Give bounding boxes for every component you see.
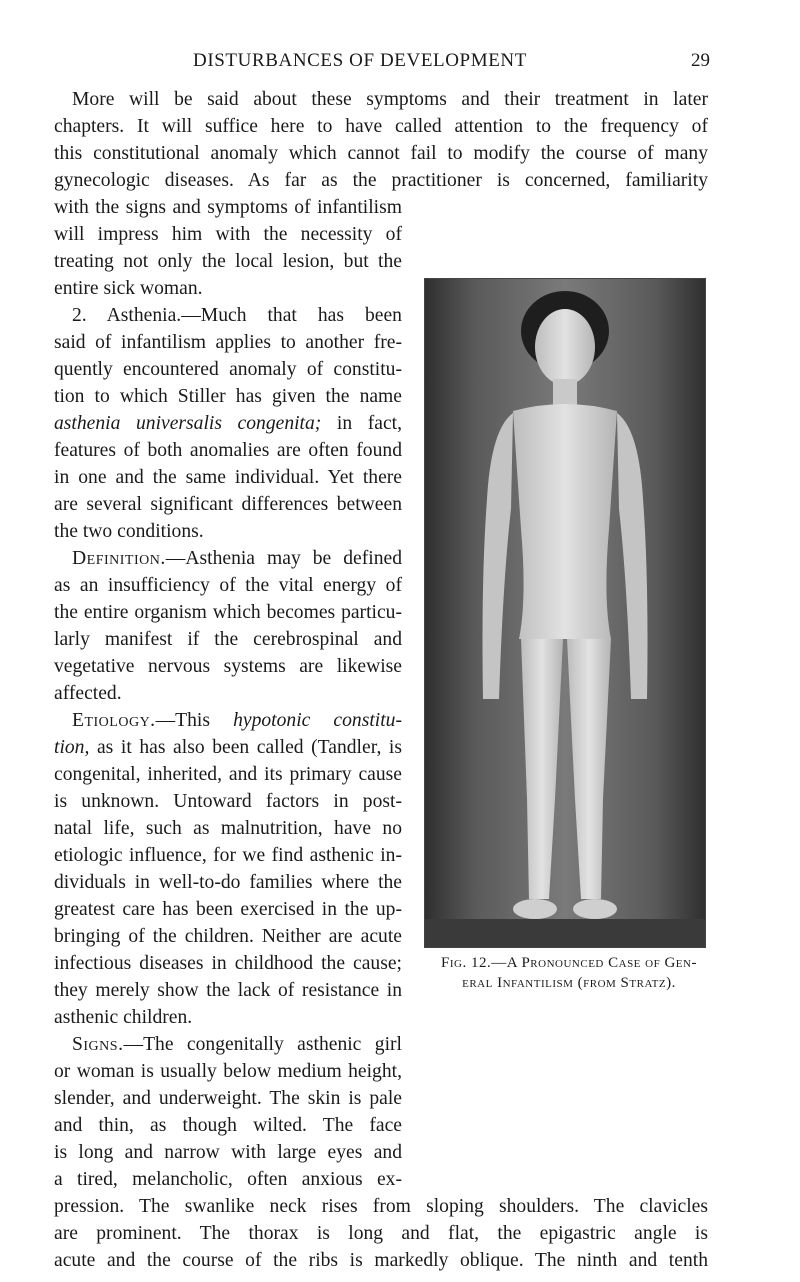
text-fragment: —Much that has been — [181, 305, 402, 326]
text-fragment: as it has also been called (Tandler, is — [89, 737, 402, 758]
text-line: are several significant differences between — [54, 494, 402, 515]
text-line: with the signs and symptoms of infantilism — [54, 197, 402, 218]
etiology-label: Etiology. — [72, 710, 156, 731]
figure-caption-text: eral Infantilism (from Stratz). — [462, 975, 676, 991]
text-line: this constitutional anomaly which cannot fail to modify the course of many — [54, 143, 708, 164]
text-line: are prominent. The thorax is long and flat, the epigastric angle is — [54, 1223, 708, 1244]
text-fragment: —This — [155, 710, 234, 731]
text-fragment: —Asthenia may be defined — [165, 548, 402, 569]
text-line: More will be said about these symptoms and their treatment in later — [72, 89, 708, 110]
figure-photograph — [424, 278, 706, 948]
text-line: is long and narrow with large eyes and — [54, 1142, 402, 1163]
standing-figure-illustration — [425, 279, 706, 948]
definition-label: Definition. — [72, 548, 166, 569]
text-line: entire sick woman. — [54, 278, 203, 299]
text-line: congenital, inherited, and its primary cause — [54, 764, 402, 785]
italic-term: tion, — [54, 737, 90, 758]
running-head — [0, 50, 800, 80]
text-line: chapters. It will suffice here to have called attention to the frequency of — [54, 116, 708, 137]
text-line: natal life, such as malnutrition, have no — [54, 818, 402, 839]
text-line: will impress him with the necessity of — [54, 224, 402, 245]
text-line: etiologic influence, for we find asthenic in- — [54, 845, 402, 866]
text-line: a tired, melancholic, often anxious ex- — [54, 1169, 402, 1190]
text-line: treating not only the local lesion, but the — [54, 251, 402, 272]
figure-caption-line-2 — [424, 973, 714, 993]
figure-caption-text: Fig. 12.—A Pronounced Case of Gen- — [441, 955, 697, 971]
text-line: infectious diseases in childhood the cause; — [54, 953, 402, 974]
text-line: affected. — [54, 683, 122, 704]
italic-term: asthenia universalis congenita; — [54, 413, 322, 434]
text-line: said of infantilism applies to another fre- — [54, 332, 402, 353]
text-line: as an insufficiency of the vital energy of — [54, 575, 402, 596]
text-line: gynecologic diseases. As far as the practitioner is concerned, familiarity — [54, 170, 708, 191]
text-line: pression. The swanlike neck rises from sloping shoulders. The clavicles — [54, 1196, 708, 1217]
page-number: 29 — [691, 50, 710, 71]
figure-caption-line-1 — [424, 953, 714, 973]
text-line: greatest care has been exercised in the up- — [54, 899, 402, 920]
etiology-line — [54, 707, 402, 734]
text-line: and thin, as though wilted. The face — [54, 1115, 402, 1136]
text-line: the entire organism which becomes particu- — [54, 602, 402, 623]
text-fragment: in fact, — [321, 413, 402, 434]
text-fragment: —The congenitally asthenic girl — [123, 1034, 402, 1055]
running-title: DISTURBANCES OF DEVELOPMENT — [193, 50, 527, 71]
text-line: asthenic children. — [54, 1007, 193, 1028]
section-heading-line — [54, 302, 402, 329]
signs-label: Signs. — [72, 1034, 124, 1055]
text-line: or woman is usually below medium height, — [54, 1061, 402, 1082]
text-line: slender, and underweight. The skin is pale — [54, 1088, 402, 1109]
section-heading: Asthenia. — [106, 305, 182, 326]
text-line: is unknown. Untoward factors in post- — [54, 791, 402, 812]
text-line: they merely show the lack of resistance in — [54, 980, 402, 1001]
text-line: vegetative nervous systems are likewise — [54, 656, 402, 677]
definition-line — [54, 545, 402, 572]
signs-line — [54, 1031, 402, 1058]
text-line: dividuals in well-to-do families where the — [54, 872, 402, 893]
text-line — [54, 734, 402, 761]
text-line: in one and the same individual. Yet there — [54, 467, 402, 488]
text-line: acute and the course of the ribs is markedly oblique. The ninth and tenth — [54, 1250, 708, 1271]
text-line: the two conditions. — [54, 521, 204, 542]
text-line: features of both anomalies are often found — [54, 440, 402, 461]
text-line: larly manifest if the cerebrospinal and — [54, 629, 402, 650]
section-number: 2. — [72, 305, 87, 326]
text-line — [54, 410, 402, 437]
text-line: tion to which Stiller has given the name — [54, 386, 402, 407]
text-line: bringing of the children. Neither are acute — [54, 926, 402, 947]
text-line: quently encountered anomaly of constitu- — [54, 359, 402, 380]
italic-term: hypotonic constitu- — [233, 710, 403, 731]
